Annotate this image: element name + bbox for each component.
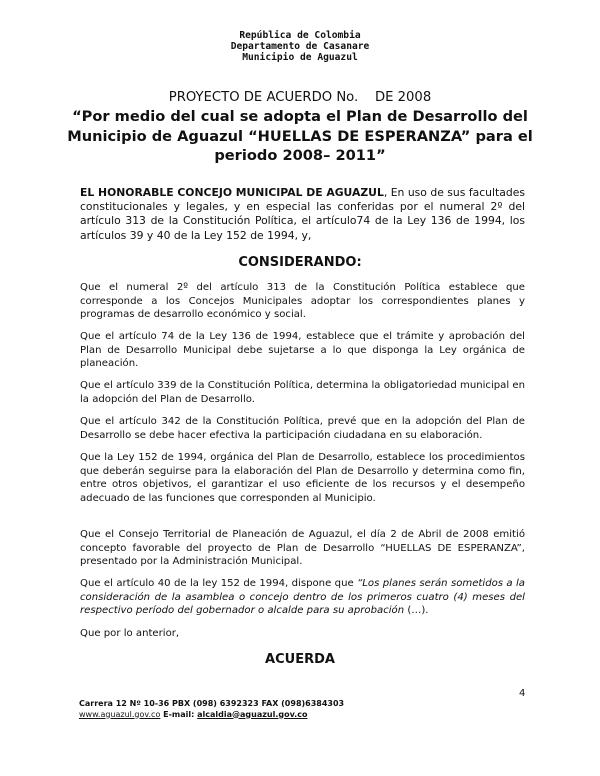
considerando-heading: CONSIDERANDO: xyxy=(238,255,362,270)
letterhead xyxy=(0,30,600,63)
letterhead-country: República de Colombia xyxy=(239,30,361,41)
closing-phrase: Que por lo anterior, xyxy=(80,628,180,639)
project-number-line: PROYECTO DE ACUERDO No. DE 2008 xyxy=(168,90,432,105)
website-link[interactable]: www.aguazul.gov.co xyxy=(79,709,161,719)
footer-address: Carrera 12 Nº 10-36 PBX (098) 6392323 FAX (098)6384303 xyxy=(79,699,345,708)
footer-contact xyxy=(79,710,344,721)
page-footer xyxy=(79,699,344,720)
considerando-paragraph: Que la Ley 152 de 1994, orgánica del Plan de Desarrollo, establece los procedimientos que deberán seguirse para la elaboración del Plan de Desarrollo y determina como fin, entre otros objetivos, el garantizar el uso eficiente de los recursos y el desempeño adecuado de las funciones que corresponden al Municipio. xyxy=(80,452,525,504)
quote-end: (…). xyxy=(404,605,429,617)
considerando-paragraph-quote xyxy=(80,577,525,618)
considerando-paragraph: Que el artículo 339 de la Constitución Política, determina la obligatoriedad municipal en la adopción del Plan de Desarrollo. xyxy=(80,380,525,405)
quoted-law-text: “Los planes serán sometidos a la consideración de la asamblea o concejo dentro de los primeros cuatro (4) meses del respectivo período del gobernador o alcalde para su aprobación xyxy=(80,578,525,617)
considerando-paragraph: Que el numeral 2º del artículo 313 de la Constitución Política establece que corresponde a los Concejos Municipales adoptar los correspondientes planes y programas de desarrollo económico y social. xyxy=(80,282,525,321)
page-number: 4 xyxy=(519,688,526,699)
considerando-paragraph: Que el artículo 342 de la Constitución Política, prevé que en la adopción del Plan de Desarrollo se debe hacer efectiva la participación ciudadana en su elaboración. xyxy=(80,416,525,441)
intro-text: , En uso de sus facultades constitucionales y legales, y en especial las conferidas por el numeral 2º del artículo 313 de la Constitución Política, el artículo74 de la Ley 136 de 1994, los artículos 39 y 40 de la Ley 152 de 1994, y, xyxy=(80,186,525,242)
considerando-paragraph: Que el Consejo Territorial de Planeación de Aguazul, el día 2 de Abril de 2008 emitió concepto favorable del proyecto de Plan de Desarrollo “HUELLAS DE ESPERANZA”, presentado por la Administración Municipal. xyxy=(80,529,525,568)
intro-paragraph xyxy=(80,186,525,243)
document-title: “Por medio del cual se adopta el Plan de Desarrollo del Municipio de Aguazul “HUELLAS DE ESPERANZA” para el periodo 2008– 2011” xyxy=(67,108,533,164)
letterhead-department: Departamento de Casanare xyxy=(230,41,370,52)
email-label: E-mail: xyxy=(160,709,198,719)
quote-intro: Que el artículo 40 de la ley 152 de 1994, dispone que xyxy=(80,578,358,589)
email-link[interactable]: alcaldia@aguazul.gov.co xyxy=(197,709,308,719)
considerando-paragraph: Que el artículo 74 de la Ley 136 de 1994, establece que el trámite y aprobación del Plan de Desarrollo Municipal debe sujetarse a lo que disponga la Ley orgánica de planeación. xyxy=(80,331,525,370)
acuerda-heading: ACUERDA xyxy=(265,652,335,667)
council-name: EL HONORABLE CONCEJO MUNICIPAL DE AGUAZUL xyxy=(80,186,384,199)
letterhead-municipality: Municipio de Aguazul xyxy=(242,52,358,63)
